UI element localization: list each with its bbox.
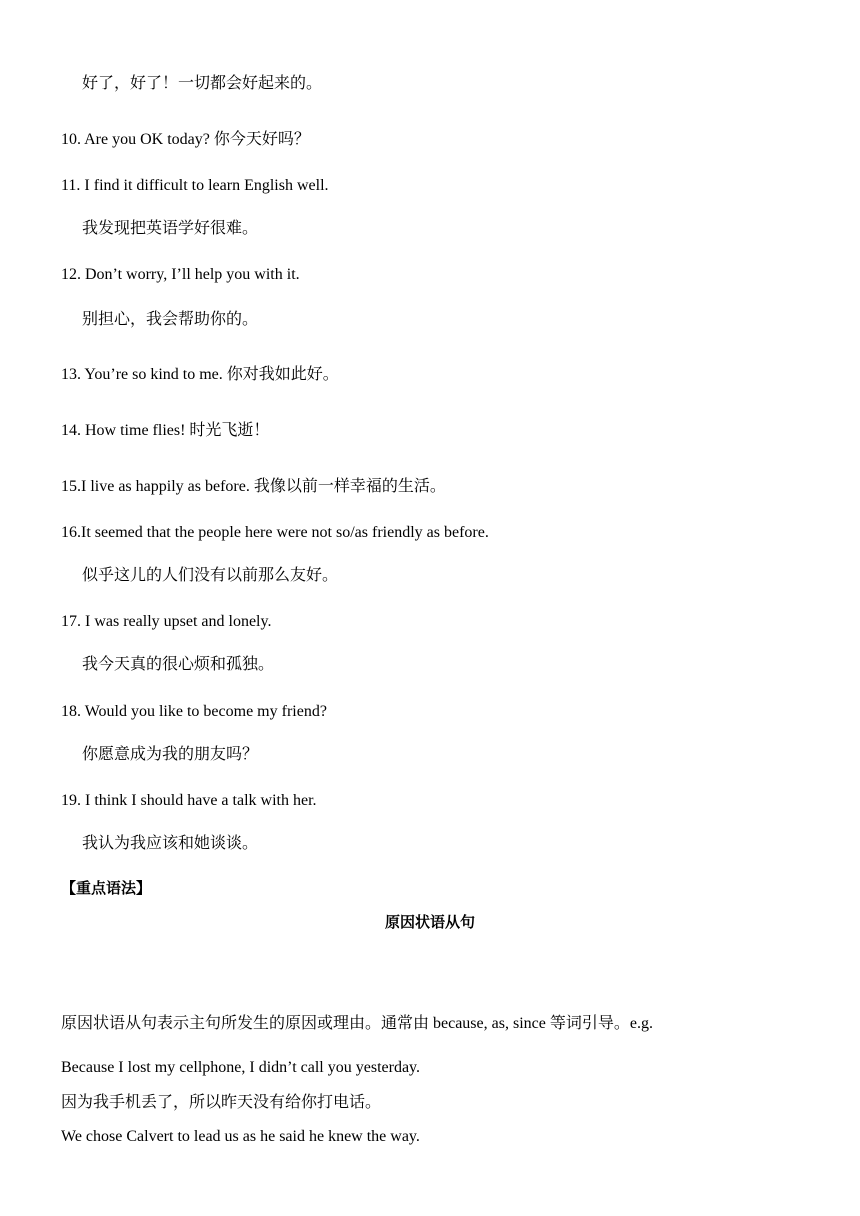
section-title: 原因状语从句 <box>384 913 475 931</box>
section-heading: 【重点语法】 <box>61 879 152 897</box>
sentence-translation: 似乎这儿的人们没有以前那么友好。 <box>82 567 339 584</box>
sentence-item: 17. I was really upset and lonely. <box>61 613 272 630</box>
sentence-translation: 好了，好了！一切都会好起来的。 <box>82 75 323 92</box>
sentence-translation: 你愿意成为我的朋友吗？ <box>82 746 259 763</box>
example-sentence-en: We chose Calvert to lead us as he said he knew the way. <box>61 1128 420 1145</box>
sentence-item: 14. How time flies! 时光飞逝！ <box>61 422 270 439</box>
sentence-item: 18. Would you like to become my friend? <box>61 703 327 720</box>
sentence-item: 15.I live as happily as before. 我像以前一样幸福的生活。 <box>61 478 446 495</box>
sentence-item: 12. Don’t worry, I’ll help you with it. <box>61 266 300 283</box>
sentence-item: 13. You’re so kind to me. 你对我如此好。 <box>61 366 339 383</box>
example-sentence-zh: 因为我手机丢了，所以昨天没有给你打电话。 <box>61 1094 382 1111</box>
sentence-item: 11. I find it difficult to learn English well. <box>61 177 329 194</box>
sentence-translation: 我发现把英语学好很难。 <box>82 220 259 237</box>
sentence-item: 19. I think I should have a talk with her. <box>61 792 317 809</box>
sentence-item: 16.It seemed that the people here were not so/as friendly as before. <box>61 524 489 541</box>
sentence-translation: 我认为我应该和她谈谈。 <box>82 835 259 852</box>
sentence-translation: 别担心，我会帮助你的。 <box>82 311 259 328</box>
example-sentence-en: Because I lost my cellphone, I didn’t call you yesterday. <box>61 1059 421 1076</box>
sentence-translation: 我今天真的很心烦和孤独。 <box>82 656 275 673</box>
grammar-intro: 原因状语从句表示主句所发生的原因或理由。通常由 because, as, since 等词引导。e.g. <box>61 1015 653 1032</box>
sentence-item: 10. Are you OK today? 你今天好吗？ <box>61 131 310 148</box>
